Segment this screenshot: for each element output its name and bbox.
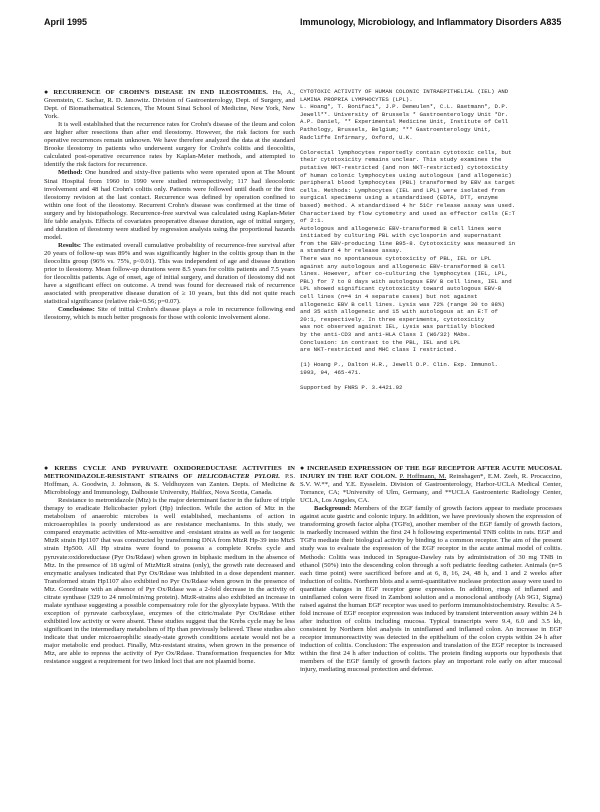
typewritten-line: 1993, 94, 465-471. <box>300 368 362 376</box>
typewritten-line: of 2:1. <box>300 217 324 225</box>
background-heading: Background: <box>314 505 352 513</box>
presenting-author: P. Hoffmann, M. <box>399 473 447 481</box>
typewritten-line: based) method. A standardised 4 hr 51Cr release assay was used. <box>300 201 516 209</box>
typewritten-line: are NKT-restricted and MHC class I restricted. <box>300 346 458 354</box>
abstract-crohns-recurrence <box>44 88 295 386</box>
typewritten-line: Autologous and allogeneic EBV-transformed B cell lines were <box>300 224 502 232</box>
typewritten-line: initiated by culturing PBL with cyclosporin and supernatant <box>300 232 502 240</box>
typewritten-line: (1) Hoang P., Dalton H.R., Jewell D.P. Clin. Exp. Immunol. <box>300 361 498 369</box>
abstract-body: Members of the EGF family of growth factors appear to mediate processes against acute gastric and colonic injury. In addition, we have previously shown the expression of transforming growth factor alpha (TGFα), another member of the EGF family of growth factors, is markedly increased within the first 24 h following experimental TNB colitis in rats. EGF and TGFα mediate their biological activity by binding to a common receptor. The aim of the present study was to evaluate the expression of the EGF receptor in the acute animal model of colitis. Methods: Colitis was induced in Sprague-Dawley rats by administration of 30 mg TNB in ethanol (50%) into the descending colon through a soft pediatric feeding catheter. Animals (n=5 each time point) were sacrificed before and at 6, 8, 16, 24, 48 h, and 1 and 2 weeks after induction of colitis. Northern blots and a semi-quantitative nuclease protection assay were used to quantitate changes in EGF receptor gene expression. In addition, rings of inflamed and uninflamed colon were fixed in Zamboni solution and a monoclonal antibody (Ab 9G1, Sigma) raised against the human EGF receptor was used to perform immunohistochemistry. Results: A 5-fold increase of EGF receptor expression was induced by transient intervention assay within 24 h after induction of colitis including mucosa. Typical transcripts were 9.4, 6.0 and 3.5 kb, consistent by Northern blot analysis in uninflamed and inflamed colon. An increase in EGF receptor immunoreactivity was detected in the epithelium of the colon crypts within 24 h after induction of colitis. Conclusion: The expression and translation of the EGF receptor is increased within the first 24 h after induction of colitis. The protein finding supports our hypothesis that members of the EGF family of growth factors play an important role early on after mucosal injury, mediating mucosal protection and defense. <box>300 505 562 674</box>
typewritten-line: against any autologous and allogeneic EBV-transformed B cell <box>300 262 505 270</box>
abstract-cytotoxic-activity <box>300 88 562 392</box>
typewritten-line: Colorectal lymphocytes reportedly contain cytotoxic cells, but <box>300 148 512 156</box>
typewritten-line: allogeneic EBV B cell lines. Lysis was 72% (range 30 to 88%) <box>300 300 505 308</box>
typewritten-line: their cytotoxicity remains unclear. This study examines the <box>300 156 502 164</box>
typewritten-line: a standard 4 hr release assay. <box>300 247 403 255</box>
abstract-krebs-cycle <box>44 464 295 804</box>
typewritten-line: There was no spontaneous cytotoxicity of PBL, IEL or LPL <box>300 255 492 263</box>
typewritten-line: L. Hoang*, T. Bonifaci*, J.P. Demeulen*, C.L. Baetmann*, D.P. <box>300 103 509 111</box>
abstract-authors: P.S. Hoffman, A. Goodwin, J. Johnson, & S. Veldhuyzen van Zanten. Depts. of Medicine & Microbiology and Immunology, Dalhousie University, Halifax, Nova Scotia, Canada. <box>44 473 295 497</box>
abstract-title: INCREASED EXPRESSION OF THE EGF RECEPTOR AFTER ACUTE MUCOSAL INJURY IN THE RAT COLON. <box>300 465 562 481</box>
typewritten-line: CYTOTOXIC ACTIVITY OF HUMAN COLONIC INTRAEPITHELIAL (IEL) AND <box>300 88 509 95</box>
typewritten-line: lines. However, after co-culturing the lymphocytes (IEL, LPL, <box>300 270 509 278</box>
typewritten-line: peripheral blood lymphocytes (PBL) transformed by EBV as target <box>300 179 516 187</box>
typewritten-line: LAMINA PROPRIA LYMPHOCYTES (LPL). <box>300 95 413 103</box>
typewritten-line: PBL) for 7 to 8 days with autologous EBV B cell lines, IEL and <box>300 277 512 285</box>
typewritten-line <box>300 141 562 149</box>
abstract-authors: Reinshagen*, E.M. Zeeh, R. Procaccino, S.V. W.**, and Y.E. Eysselein. Division of Gastroenterology, Harbor-UCLA Medical Center, Torrance, CA; *University of Ulm, Germany, and **UCLA Gastroenteric Radiology Center, UCLA, Los Angeles, CA. <box>300 473 562 505</box>
typewritten-line: from the EBV-producing line B95-8. Cytotoxicity was measured in <box>300 239 516 247</box>
typewritten-line: surgical specimens using a standardised (EDTA, DTT, enzyme <box>300 194 498 202</box>
typewritten-line: cell lines (n=4 in 4 separate cases) but not against <box>300 293 478 301</box>
typewritten-line <box>300 377 562 385</box>
typewritten-line: Radcliffe Infirmary, Oxford, U.K. <box>300 133 413 141</box>
conclusion-text: Site of initial Crohn's disease plays a role in recurrence following end ileostomy, which is much better prognosis for those with colonic involvement alone. <box>44 306 296 322</box>
typewritten-line: by the anti-CD3 and anti-HLA Class I (W6/32) MAbs. <box>300 331 471 338</box>
abstract-body: Resistance to metronidazole (Mtz) is the major determinant factor in the failure of triple therapy to eradicate Helicobacter pylori (Hp) infection. While the action of Mtz in the metabolism of anaerobic microbes is well established, mechanisms of action in microaerophiles is poorly understood as are resistance mechanisms. In this study, we compared enzymatic activities of Mtz-sensitive and -resistant strains as well as for isogenic MtzR strain Hp1107 that was constructed by transforming DNA from MtzR Hp-39 into MtzS strain Hp500. All Hp strains were found to possess a complete Krebs cycle and pyruvate:oxidoreductase (Pyr Ox/Rdase) when grown in biphasic medium in the absence of Mtz. In the presence of 18 ug/ml of MtzMtzR strains (only), the growth rate decreased and enzymatic analyses indicated that Pyr Ox/Rdase was inhibited in a dose dependent manner. Transformed strain Hp1107 also exhibited no Pyr Ox/Rdase when grown in the presence of Mtz. Coordinate with an absence of Pyr Ox/Rdase was a 2-fold decrease in the activity of citrate synthase (329 to 24 nmol/min/mg protein). MtzR-strains also exhibited an increase in malate synthase suggesting a possible compensatory role for the glyoxylate bypass. With the exception of pyruvate carboxylase, enzymes of the citric/malate Pyr Ox/Rdase either exhibited low activity or were absent. These studies suggest that the Krebs cycle may be less significant in the intermediary metabolism of Hp than previously believed. These studies also indicate that under microaerophilic steady-state growth conditions acetate would not be a major metabolic end product. Finally, Mtz-resistant strains, when grown in the presence of Mtz, are able to repress the activity of Pyr Ox/Rdase. Transformation frequencies for Mtz resistance suggest a requirement for two linked loci that are not plasmid borne. <box>44 497 295 666</box>
abstract-title: RECURRENCE OF CROHN'S DISEASE IN END ILEOSTOMIES. <box>53 89 268 96</box>
conclusion-heading: Conclusions: <box>58 306 95 314</box>
typewritten-line: Pathology, Brussels, Belgium; *** Gastroenterology Unit, <box>300 125 492 133</box>
abstract-egf-receptor <box>300 464 562 804</box>
typewritten-line: was not observed against IEL, Lysis was partially blocked <box>300 323 495 331</box>
abstract-bullet: ● <box>44 88 52 96</box>
results-text: The estimated overall cumulative probability of recurrence-free survival after 20 years of follow-up was 89% and was significantly higher in the colitis group than in the ileocolitis group (96% vs. 75%, p<0.01). This was independent of age and disease duration prior to ileostomy. Mean follow-up durations were 8.5 years for colitis patients and 7.5 years for ileocolitis patients. Age of onset, age of initial surgery, and duration of ileostomy did not have a significant effect on outcome. A trend was found for decreased risk of recurrence associated with preoperative disease duration of ≥ 10 years, but this did not quite reach statistical significance (relative risk=0.56; p=0.07). <box>44 241 295 306</box>
page-header-section: Immunology, Microbiology, and Inflammatory Disorders A835 <box>300 17 562 27</box>
abstract-bullet: ● <box>300 464 306 472</box>
typewritten-line: Supported by FNRS P. 3.4421.92 <box>300 384 403 392</box>
method-text: One hundred and sixty-five patients who were operated upon at The Mount Sinai Hospital from 1960 to 1990 were studied retrospectively; 117 had ileocolonic involvement and 48 had Crohn's colitis only. Patients were followed until death or the first ileostomy revision at the last contact. Recurrence was defined by operation confined to within one foot of the ileostomy. Recurrent Crohn's disease was confirmed at the time of surgery and by histopathology. Recurrence-free survival was calculated using Kaplan-Meier life table analysis. Effects of covariates preoperative disease duration, age of initial surgery, and duration of ileostomy were studied by regression analysis using the proportional hazards model. <box>44 169 295 241</box>
abstract-intro: It is well established that the recurrence rates for Crohn's disease of the ileum and colon are higher after resections than after end ileostomy. However, the risk factors for such operative recurrences remain unknown. We have therefore analyzed the data at the standard Brooke ileostomy in patients who underwent surgery for Crohn's colitis and ileocolitis, calculated post-operative recurrence rates by Kaplan-Meier methods, and attempted to identify the risk factors for recurrence. <box>44 121 295 169</box>
typewritten-line: Conclusion: in contrast to the PBL, IEL and LPL <box>300 338 461 346</box>
typewritten-line <box>300 354 562 362</box>
typewritten-line: putative NKT-restricted (and non NKT-restricted) cytotoxicity <box>300 163 509 171</box>
method-heading: Method: <box>58 169 83 177</box>
typewritten-line: of human colonic lymphocytes using autologous (and allogeneic) <box>300 171 512 179</box>
abstract-authors: Hu, A., Greenstein, C. Sachar, R. D. Janowitz. Division of Gastroenterology, Dept. of Surgery, and Dept. of Biomathematical Sciences, The Mount Sinai School of Medicine, New York, New York. <box>44 89 296 121</box>
typewritten-line: Jewell**. University of Brussels * Gastroenterology Unit *Dr. <box>300 110 509 118</box>
page-header-date: April 1995 <box>44 17 88 27</box>
abstract-title: KREBS CYCLE AND PYRUVATE OXIDOREDUCTASE ACTIVITIES IN METRONIDAZOLE-RESISTANT STRAINS OF <box>44 465 295 481</box>
typewritten-line: Characterised by flow cytometry and used as effector cells (E:T <box>300 209 516 217</box>
typewritten-line: and 35 with allogeneic and 15 with autologous at an E:T of <box>300 308 498 316</box>
results-heading: Results: <box>58 241 82 249</box>
typewritten-line: cells. Methods: Lymphocytes (IEL and LPL) were isolated from <box>300 186 505 194</box>
typewritten-line: 20:1, respectively. In three experiments, cytotoxicity <box>300 315 485 323</box>
typewritten-line: LPL showed significant cytotoxicity toward autologous EBV-B <box>300 285 502 293</box>
abstract-bullet: ● <box>44 464 53 472</box>
typewritten-line: A.P. Daniel, ** Experimental Medicine Unit, Institute of Cell <box>300 118 509 126</box>
organism-name: HELICOBACTER PYLORI. <box>197 473 281 481</box>
